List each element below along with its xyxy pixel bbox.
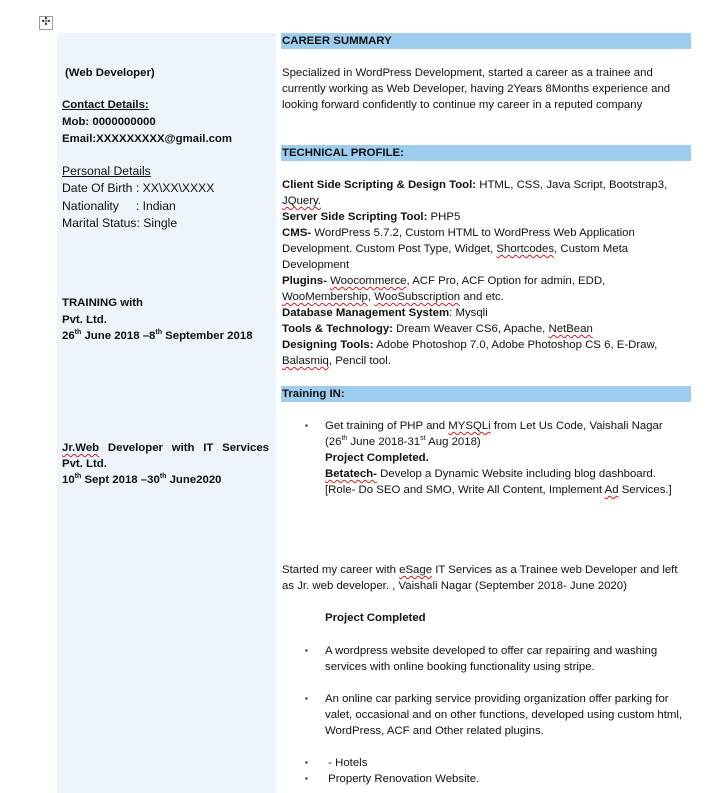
database-line: Database Management System: Mysqli xyxy=(282,307,488,319)
bullet-icon: ▪ xyxy=(305,694,308,703)
career-summary-heading: CAREER SUMMARY xyxy=(281,33,691,49)
nationality: Nationality : Indian xyxy=(62,199,176,213)
training-in-item: Get training of PHP and MYSQLi from Let Us Code, Vaishali Nagar (26th June 2018-31st Aug 2018) Project Completed. Betatech- Develop a Dynamic Website including blog dashboard. [Role- Do SEO and SMO, Write All Content, Implement Ad Services.] xyxy=(325,418,691,498)
bullet-icon: ▪ xyxy=(305,421,308,430)
training-dates: 26th June 2018 –8th September 2018 xyxy=(62,329,253,342)
project-item-2: An online car parking service providing organization offer parking for valet, occasional and on other functions, developed using custom html, WordPress, ACF and Other related plugins. xyxy=(325,693,683,737)
training-company: Pvt. Ltd. xyxy=(62,314,107,326)
bullet-icon: ▪ xyxy=(305,758,308,767)
marital-status: Marital Status: Single xyxy=(62,216,178,230)
designing-tools-line: Designing Tools: Adobe Photoshop 7.0, Adobe Photoshop CS 6, E-Draw, Balasmiq, Pencil tool. xyxy=(282,339,658,367)
role-title: (Web Developer) xyxy=(65,67,155,79)
training-title: TRAINING with xyxy=(62,297,143,309)
left-column-background xyxy=(57,33,276,793)
bullet-icon: ▪ xyxy=(305,646,308,655)
training-in-heading: Training IN: xyxy=(281,386,691,402)
tools-line: Tools & Technology: Dream Weaver CS6, Apache, NetBean xyxy=(282,323,593,335)
project-item-4: Property Renovation Website. xyxy=(325,773,480,785)
project-item-1: A wordpress website developed to offer car repairing and washing services with online booking functionality using stripe. xyxy=(325,645,658,673)
table-move-handle-icon[interactable]: ✣ xyxy=(39,16,53,30)
server-side-line: Server Side Scripting Tool: PHP5 xyxy=(282,211,461,223)
personal-heading: Personal Details xyxy=(62,164,151,178)
client-side-line-2: JQuery. xyxy=(282,195,322,207)
job-company: Pvt. Ltd. xyxy=(62,458,107,470)
job-dates: 10th Sept 2018 –30th June2020 xyxy=(62,473,222,486)
contact-heading: Contact Details: xyxy=(62,99,149,111)
project-item-3: - Hotels xyxy=(325,757,368,769)
bullet-icon: ▪ xyxy=(305,774,308,783)
career-summary-text: Specialized in WordPress Development, started a career as a trainee and currently working as Web Developer, having 2Years 8Months experience and looking forward confidently to continue my career in a reputed company xyxy=(282,67,671,111)
client-side-line: Client Side Scripting & Design Tool: HTML, CSS, Java Script, Bootstrap3, xyxy=(282,179,668,191)
job-title: Jr.Web Developer with IT Services xyxy=(62,442,269,454)
date-of-birth: Date Of Birth : XX\XX\XXXX xyxy=(62,181,215,195)
technical-profile-heading: TECHNICAL PROFILE: xyxy=(281,145,691,161)
email-address: Email:XXXXXXXXX@gmail.com xyxy=(62,133,233,145)
mobile-number: Mob: 0000000000 xyxy=(62,116,156,128)
projects-heading: Project Completed xyxy=(325,612,426,624)
cms-line: CMS- WordPress 5.7.2, Custom HTML to WordPress Web Application Development. Custom Post Type, Widget, Shortcodes, Custom Meta Development xyxy=(282,227,635,271)
project-completed-label: Project Completed. xyxy=(325,452,429,464)
experience-intro: Started my career with eSage IT Services as a Trainee web Developer and left as Jr. web developer. , Vaishali Nagar (September 2018- June 2020) xyxy=(282,564,678,592)
technical-profile-list xyxy=(282,177,692,369)
plugins-line: Plugins- Woocommerce, ACF Pro, ACF Option for admin, EDD, WooMembership, WooSubscription and etc. xyxy=(282,275,606,303)
